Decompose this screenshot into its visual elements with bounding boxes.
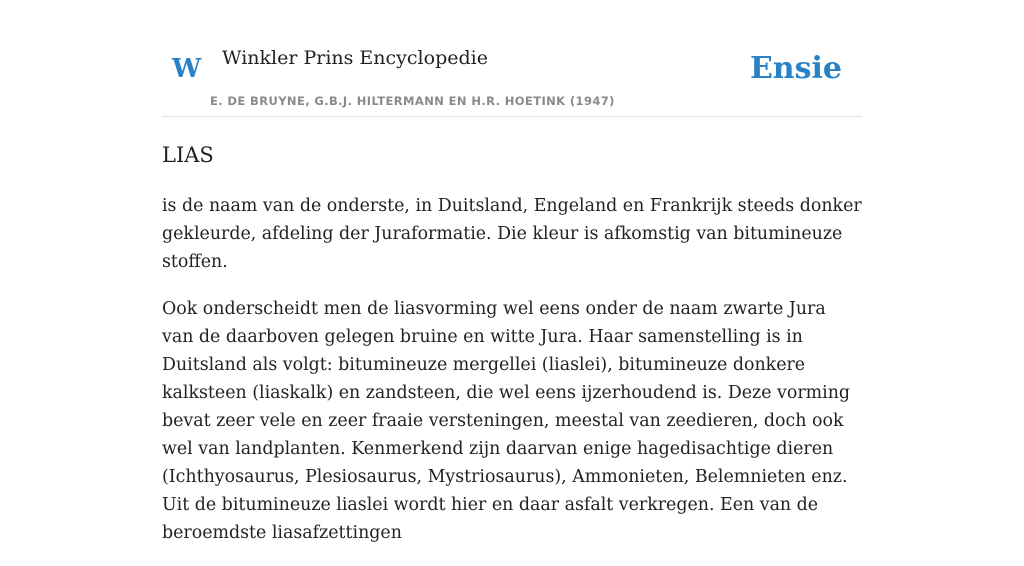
ensie-brand-link[interactable]: Ensie (749, 51, 842, 86)
site-header (162, 0, 862, 117)
work-title[interactable]: Winkler Prins Encyclopedie (222, 47, 488, 69)
authors-line: E. DE BRUYNE, G.B.J. HILTERMANN EN H.R. HOETINK (1947) (210, 94, 615, 108)
page (162, 0, 862, 543)
winkler-prins-logo[interactable]: W (172, 54, 202, 84)
entry-paragraph-2: Ook onderscheidt men de liasvorming wel eens onder de naam zwarte Jura van de daarboven gelegen bruine en witte Jura. Haar samenstelling is in Duitsland als volgt: bitumineuze mergellei (liaslei), bitumineuze donkere kalksteen (liaskalk) en zandsteen, die wel eens ijzerhoudend is. Deze vorming bevat zeer vele en zeer fraaie versteningen, meestal van zeedieren, doch ook wel van landplanten. Kenmerkend zijn daarvan enige hagedisachtige dieren (Ichthyosaurus, Plesiosaurus, Mystriosaurus), Ammonieten, Belemnieten enz. Uit de bitumineuze liaslei wordt hier en daar asfalt verkregen. Een van de beroemdste liasafzettingen (162, 299, 851, 543)
entry-paragraph-1: is de naam van de onderste, in Duitsland, Engeland en Frankrijk steeds donker gekleurde, afdeling der Juraformatie. Die kleur is afkomstig van bitumineuze stoffen. (162, 196, 862, 272)
entry-title: LIAS (162, 143, 214, 167)
entry-body (162, 192, 862, 566)
